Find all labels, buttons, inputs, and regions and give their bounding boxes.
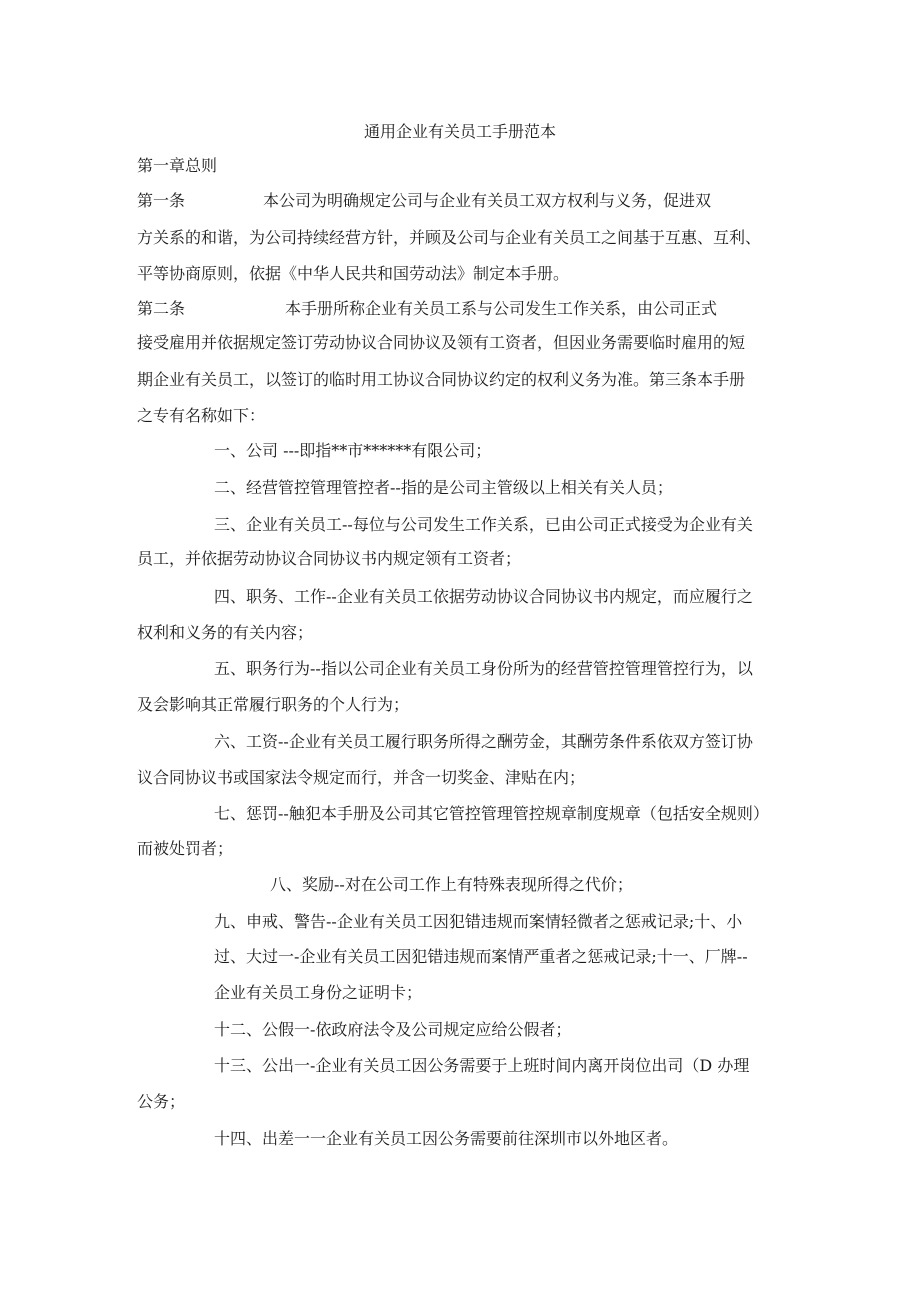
article-2-line-2: 接受雇用并依据规定签订劳动协议合同协议及领有工资者，但因业务需要临时雇用的短 [137, 333, 746, 352]
article-2-label: 第二条 [137, 299, 186, 318]
article-1-line-2: 方关系的和谐，为公司持续经营方针，并顾及公司与企业有关员工之间基于互惠、互利、 [137, 228, 762, 247]
definition-7-line-1: 七、惩罚--触犯本手册及公司其它管控管理管控规章制度规章（包括安全规则） [214, 804, 769, 823]
definition-6-line-2: 议合同协议书或国家法令规定而行，并含一切奖金、津贴在内； [137, 768, 586, 787]
definition-2-line-1: 二、经营管控管理管控者--指的是公司主管级以上相关有关人员； [214, 478, 673, 497]
definition-12-line-1: 十二、公假一-依政府法令及公司规定应给公假者； [214, 1020, 572, 1039]
definition-4-line-1: 四、职务、工作--企业有关员工依据劳动协议合同协议书内规定，而应履行之 [214, 587, 753, 606]
article-2-line-3: 期企业有关员工，以签订的临时用工协议合同协议约定的权利义务为准。第三条本手册 [137, 370, 746, 389]
chapter-heading: 第一章总则 [137, 156, 218, 175]
definition-9-line-3: 企业有关员工身份之证明卡； [214, 983, 423, 1002]
definition-3-line-1: 三、企业有关员工--每位与公司发生工作关系，已由公司正式接受为企业有关 [214, 515, 753, 534]
definition-7-line-2: 而被处罚者； [137, 839, 234, 858]
document-title: 通用企业有关员工手册范本 [363, 122, 556, 141]
article-1-line-3: 平等协商原则，依据《中华人民共和国劳动法》制定本手册。 [137, 264, 570, 283]
definition-8-line-1: 八、奖励--对在公司工作上有特殊表现所得之代价； [270, 875, 633, 894]
article-2-line-1: 本手册所称企业有关员工系与公司发生工作关系，由公司正式 [285, 299, 718, 318]
definition-9-line-1: 九、申戒、警告--企业有关员工因犯错违规而案情轻微者之惩戒记录;十、小 [214, 912, 743, 931]
definition-1-line-1: 一、公司 ---即指**市******有限公司； [214, 441, 492, 460]
definition-5-line-2: 及会影响其正常履行职务的个人行为； [137, 695, 410, 714]
definition-9-line-2: 过、大过一-企业有关员工因犯错违规而案情严重者之惩戒记录;十一、厂牌-- [214, 947, 748, 966]
definition-5-line-1: 五、职务行为--指以公司企业有关员工身份所为的经营管控管理管控行为，以 [214, 659, 753, 678]
definition-3-line-2: 员工，并依据劳动协议合同协议书内规定领有工资者； [137, 549, 522, 568]
definition-6-line-1: 六、工资--企业有关员工履行职务所得之酬劳金，其酬劳条件系依双方签订协 [214, 732, 753, 751]
article-1-line-1: 本公司为明确规定公司与企业有关员工双方权利与义务，促进双 [263, 191, 712, 210]
article-2-line-4: 之专有名称如下： [137, 406, 266, 425]
definition-14-line-1: 十四、出差一一企业有关员工因公务需要前往深圳市以外地区者。 [214, 1129, 679, 1148]
definition-4-line-2: 权利和义务的有关内容； [137, 623, 314, 642]
definition-13-line-1: 十三、公出一-企业有关员工因公务需要于上班时间内离开岗位出司（D 办理 [214, 1056, 750, 1075]
article-1-label: 第一条 [137, 191, 186, 210]
definition-13-line-2: 公务； [137, 1092, 186, 1111]
